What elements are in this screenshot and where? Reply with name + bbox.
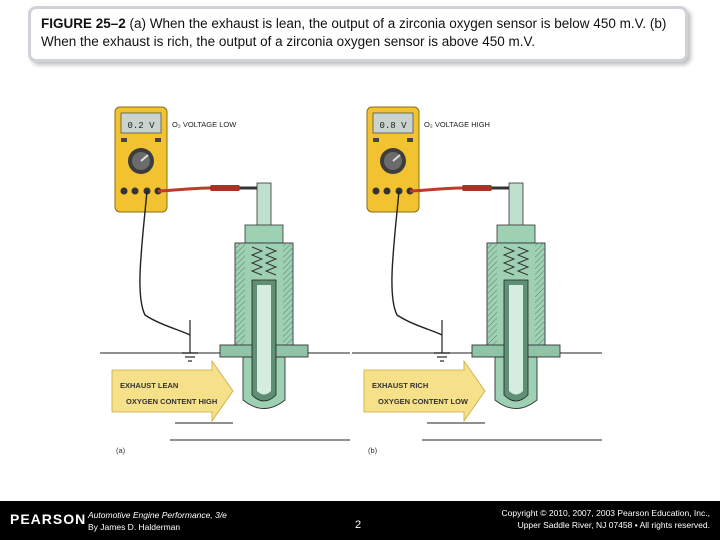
- meter-reading-b: 0.8 V: [379, 121, 407, 131]
- book-info: [88, 509, 227, 533]
- oxygen-sensor-a: [220, 183, 308, 409]
- book-author: By James D. Halderman: [88, 522, 181, 532]
- multimeter-a: [115, 107, 167, 212]
- voltage-label-b: O₂ VOLTAGE HIGH: [424, 120, 490, 129]
- caption-label: FIGURE 25–2: [41, 16, 126, 31]
- panel-b: [352, 107, 602, 455]
- figure-caption: [28, 6, 688, 62]
- pearson-logo: PEARSON: [10, 511, 87, 527]
- page-number: 2: [355, 519, 362, 531]
- copyright-line-1: Copyright © 2010, 2007, 2003 Pearson Education, Inc.,: [501, 508, 710, 518]
- copyright-line-2: Upper Saddle River, NJ 07458 • All rights reserved.: [517, 520, 710, 530]
- voltage-label-a: O₂ VOLTAGE LOW: [172, 120, 237, 129]
- copyright-notice: [501, 507, 710, 531]
- slide-footer: [0, 501, 720, 540]
- exhaust-label-b: EXHAUST RICH: [372, 381, 429, 390]
- meter-reading-a: 0.2 V: [127, 121, 155, 131]
- oxygen-sensor-figure: [100, 95, 620, 465]
- oxygen-label-b: OXYGEN CONTENT LOW: [378, 397, 468, 406]
- panel-letter-a: (a): [116, 446, 126, 455]
- oxygen-label-a: OXYGEN CONTENT HIGH: [126, 397, 218, 406]
- multimeter-b: [367, 107, 419, 212]
- exhaust-label-a: EXHAUST LEAN: [120, 381, 179, 390]
- caption-text: (a) When the exhaust is lean, the output of a zirconia oxygen sensor is below 450 m.V. (b) When the exhaust is rich, the output of a zirconia oxygen sensor is above 450 m.V.: [41, 16, 667, 49]
- panel-a: [100, 107, 350, 455]
- book-title: Automotive Engine Performance, 3/e: [88, 510, 227, 520]
- panel-letter-b: (b): [368, 446, 378, 455]
- oxygen-sensor-b: [472, 183, 560, 409]
